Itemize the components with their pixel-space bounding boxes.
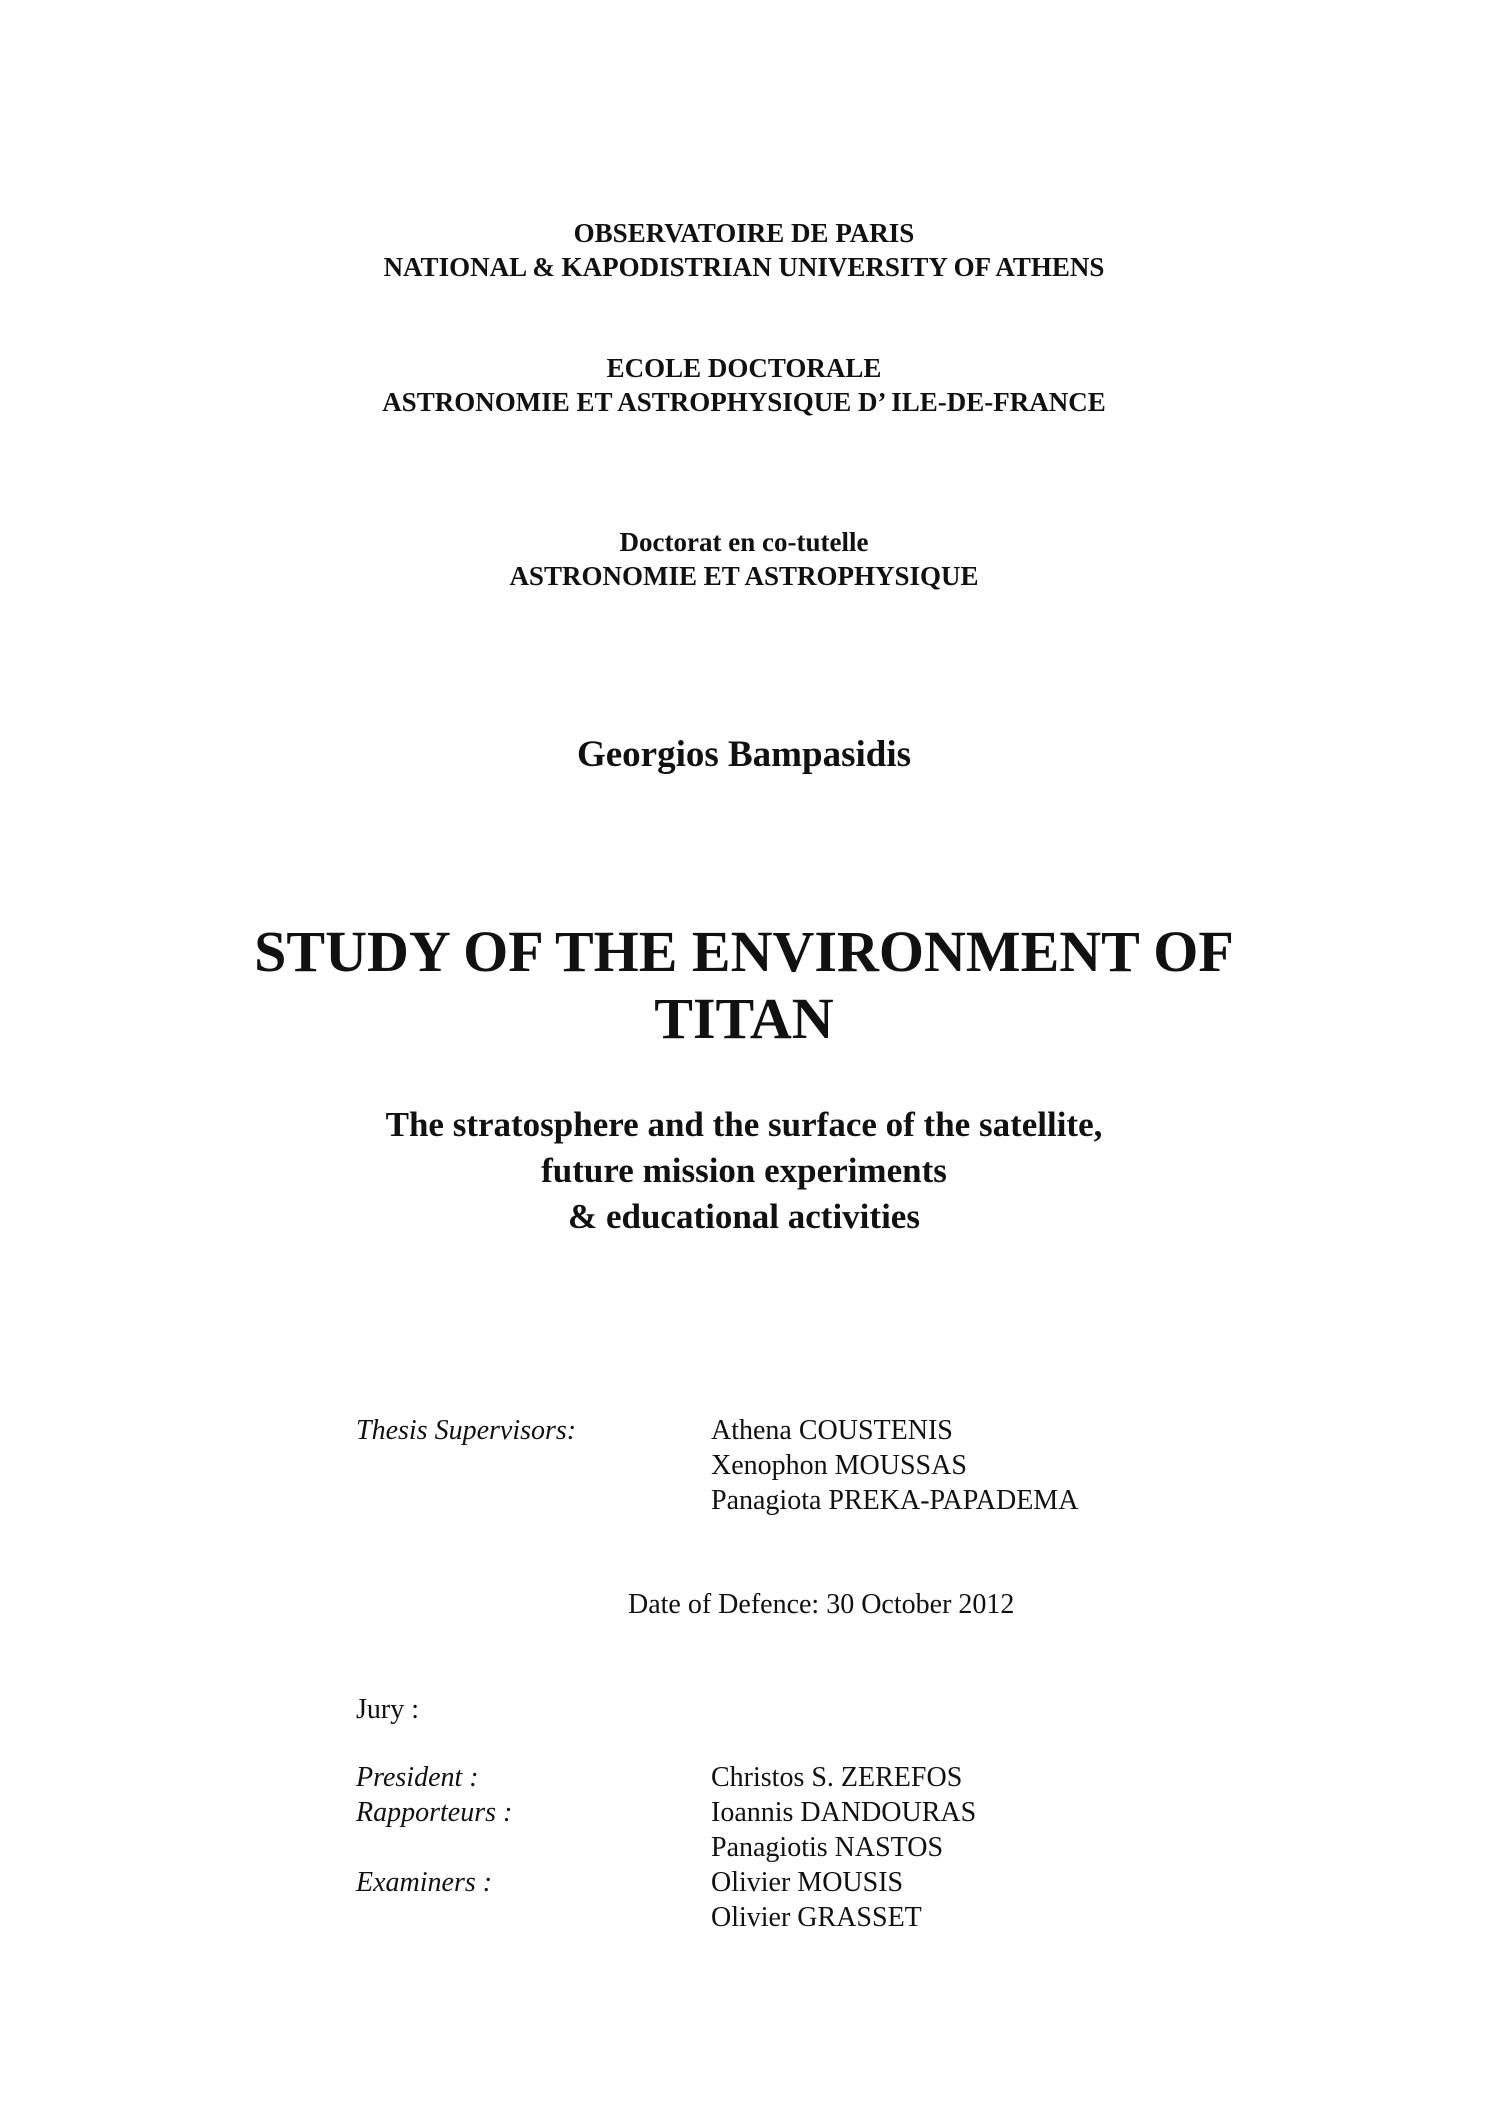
institution-athens: NATIONAL & KAPODISTRIAN UNIVERSITY OF ATHENS (383, 252, 1105, 282)
thesis-subtitle-line-2: future mission experiments (541, 1151, 947, 1190)
supervisor-name: Panagiota PREKA-PAPADEMA (711, 1485, 1079, 1516)
examiners-names (711, 1865, 922, 1935)
thesis-title (0, 918, 1488, 1052)
thesis-subtitle (0, 1102, 1488, 1240)
programme-type: Doctorat en co-tutelle (619, 527, 869, 557)
supervisor-name: Xenophon MOUSSAS (711, 1450, 967, 1481)
rapporteurs-label: Rapporteurs : (356, 1797, 513, 1828)
president-name: Christos S. ZEREFOS (711, 1762, 963, 1793)
defence-date: Date of Defence: 30 October 2012 (628, 1589, 1015, 1620)
jury-label: Jury : (356, 1694, 419, 1725)
programme-field: ASTRONOMIE ET ASTROPHYSIQUE (509, 561, 979, 591)
institution-paris: OBSERVATOIRE DE PARIS (573, 218, 915, 248)
thesis-title-line-2: TITAN (654, 986, 834, 1051)
supervisors-names (711, 1413, 1078, 1518)
examiner-name: Olivier GRASSET (711, 1902, 922, 1933)
institutions-heading (0, 216, 1488, 284)
rapporteur-name: Ioannis DANDOURAS (711, 1797, 977, 1828)
thesis-subtitle-line-3: & educational activities (568, 1197, 920, 1236)
examiners-label: Examiners : (356, 1867, 493, 1898)
programme-heading (0, 525, 1488, 593)
supervisor-name: Athena COUSTENIS (711, 1415, 953, 1446)
author-name: Georgios Bampasidis (576, 734, 912, 775)
supervisors-label: Thesis Supervisors: (356, 1415, 577, 1446)
doctoral-school-heading (0, 351, 1488, 419)
rapporteur-name: Panagiotis NASTOS (711, 1832, 944, 1863)
doctoral-school-label: ECOLE DOCTORALE (606, 353, 882, 383)
president-label: President : (356, 1762, 479, 1793)
president-names (711, 1760, 962, 1795)
examiner-name: Olivier MOUSIS (711, 1867, 904, 1898)
thesis-title-line-1: STUDY OF THE ENVIRONMENT OF (254, 919, 1234, 984)
thesis-subtitle-line-1: The stratosphere and the surface of the satellite, (385, 1105, 1103, 1144)
doctoral-school-name: ASTRONOMIE ET ASTROPHYSIQUE D’ ILE-DE-FRANCE (382, 387, 1106, 417)
rapporteurs-names (711, 1795, 976, 1865)
